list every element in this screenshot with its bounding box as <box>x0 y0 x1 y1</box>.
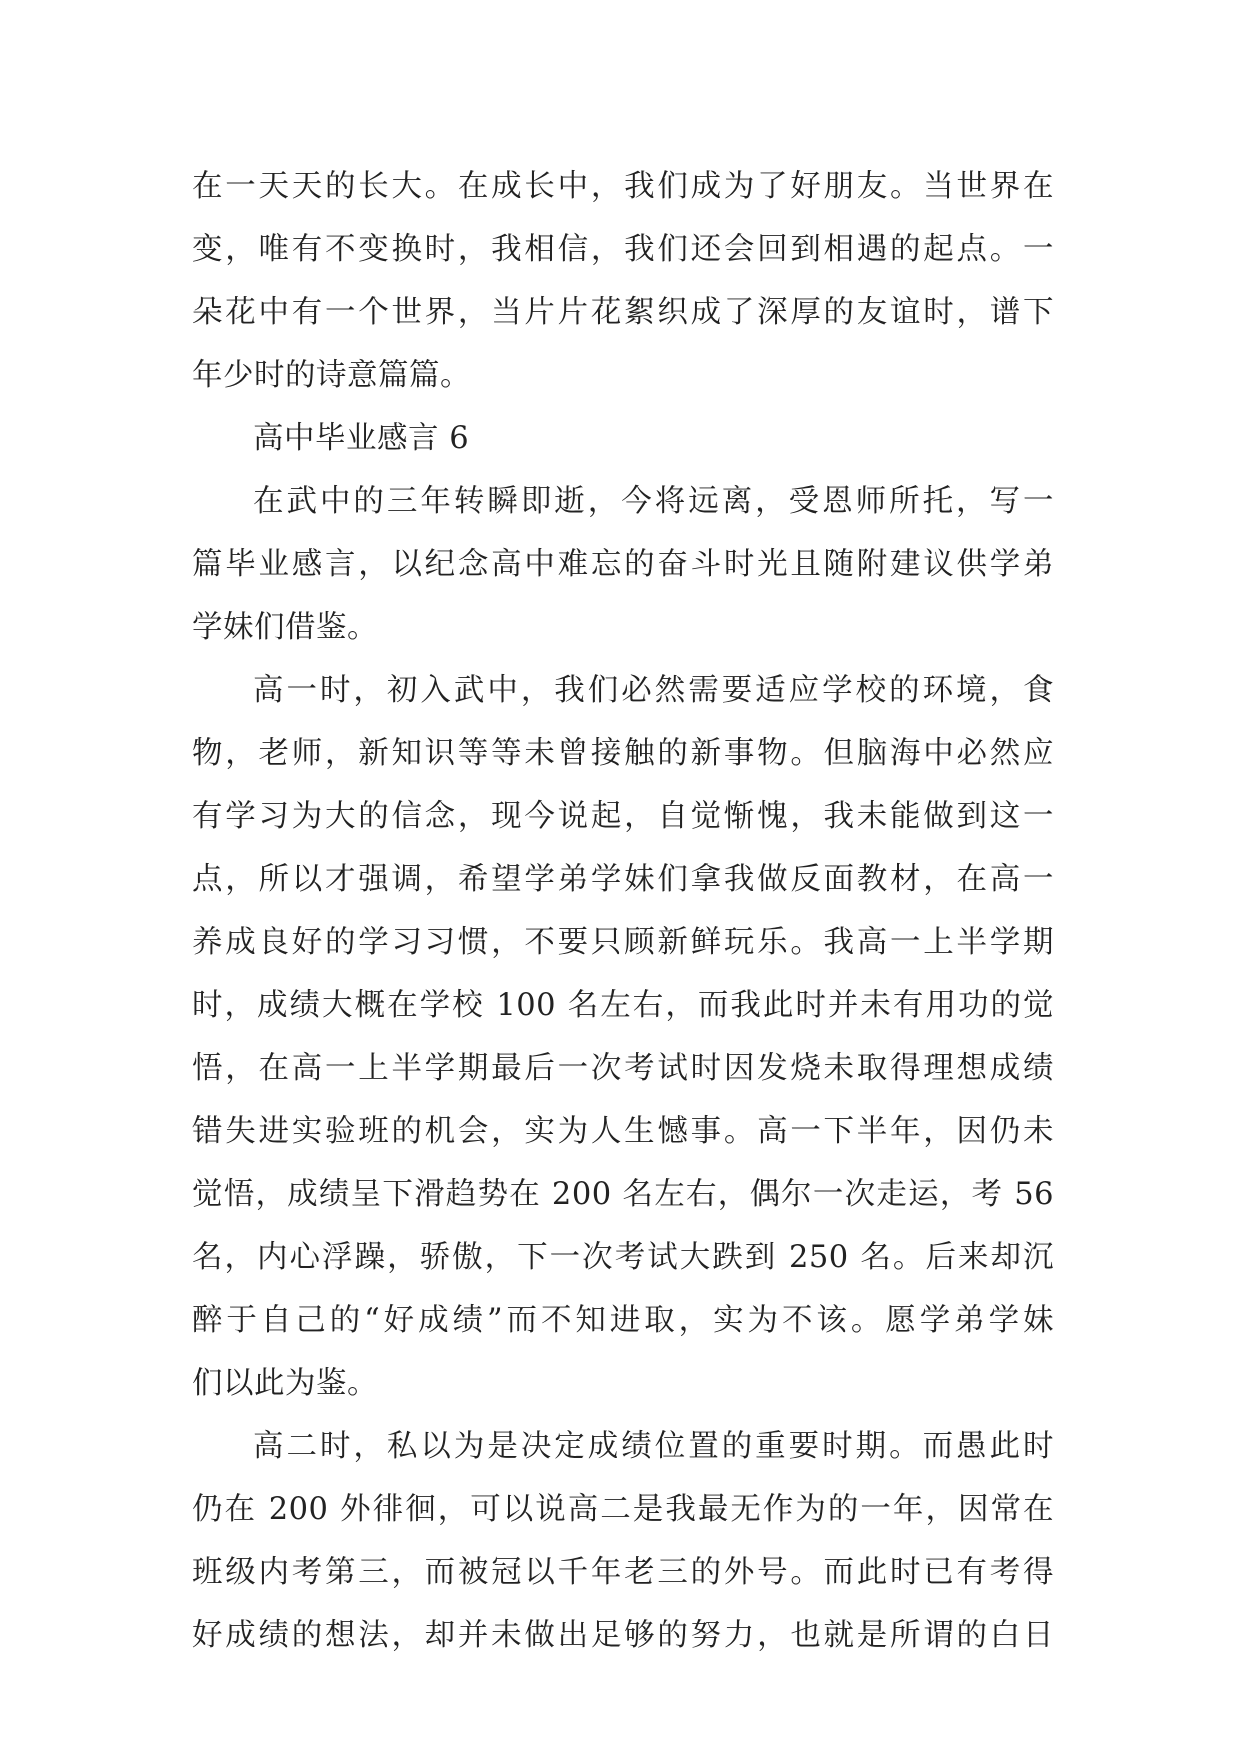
text-line: 时，成绩大概在学校 100 名左右，而我此时并未有用功的觉 <box>192 988 1054 1023</box>
paragraph <box>192 470 1054 659</box>
text-line: 在一天天的长大。在成长中，我们成为了好朋友。当世界在 <box>192 169 1054 204</box>
text-line: 醉于自己的“好成绩”而不知进取，实为不该。愿学弟学妹 <box>192 1303 1054 1338</box>
text-line: 篇毕业感言，以纪念高中难忘的奋斗时光且随附建议供学弟 <box>192 547 1054 582</box>
text-line: 错失进实验班的机会，实为人生憾事。高一下半年，因仍未 <box>192 1114 1054 1149</box>
text-line: 名，内心浮躁，骄傲，下一次考试大跌到 250 名。后来却沉 <box>192 1240 1054 1275</box>
text-line: 点，所以才强调，希望学弟学妹们拿我做反面教材，在高一 <box>192 862 1054 897</box>
text-line: 养成良好的学习习惯，不要只顾新鲜玩乐。我高一上半学期 <box>192 925 1054 960</box>
paragraph <box>192 407 1054 470</box>
text-line: 高中毕业感言 6 <box>253 421 470 456</box>
text-line: 年少时的诗意篇篇。 <box>192 358 471 393</box>
text-line: 班级内考第三，而被冠以千年老三的外号。而此时已有考得 <box>192 1555 1054 1590</box>
text-line: 悟，在高一上半学期最后一次考试时因发烧未取得理想成绩 <box>192 1051 1054 1086</box>
text-line: 仍在 200 外徘徊，可以说高二是我最无作为的一年，因常在 <box>192 1492 1054 1527</box>
text-line: 学妹们借鉴。 <box>192 610 378 645</box>
text-line: 物，老师，新知识等等未曾接触的新事物。但脑海中必然应 <box>192 736 1054 771</box>
text-line: 朵花中有一个世界，当片片花絮织成了深厚的友谊时，谱下 <box>192 295 1054 330</box>
text-line: 高二时，私以为是决定成绩位置的重要时期。而愚此时 <box>253 1429 1054 1464</box>
text-line: 高一时，初入武中，我们必然需要适应学校的环境，食 <box>253 673 1054 708</box>
paragraph <box>192 659 1054 1415</box>
document-body <box>192 155 1054 1667</box>
text-line: 在武中的三年转瞬即逝，今将远离，受恩师所托，写一 <box>253 484 1054 519</box>
text-line: 觉悟，成绩呈下滑趋势在 200 名左右，偶尔一次走运，考 56 <box>192 1177 1054 1212</box>
paragraph <box>192 1415 1054 1667</box>
text-line: 们以此为鉴。 <box>192 1366 378 1401</box>
paragraph <box>192 155 1054 407</box>
text-line: 有学习为大的信念，现今说起，自觉惭愧，我未能做到这一 <box>192 799 1054 834</box>
text-line: 好成绩的想法，却并未做出足够的努力，也就是所谓的白日 <box>192 1618 1054 1653</box>
text-line: 变，唯有不变换时，我相信，我们还会回到相遇的起点。一 <box>192 232 1054 267</box>
